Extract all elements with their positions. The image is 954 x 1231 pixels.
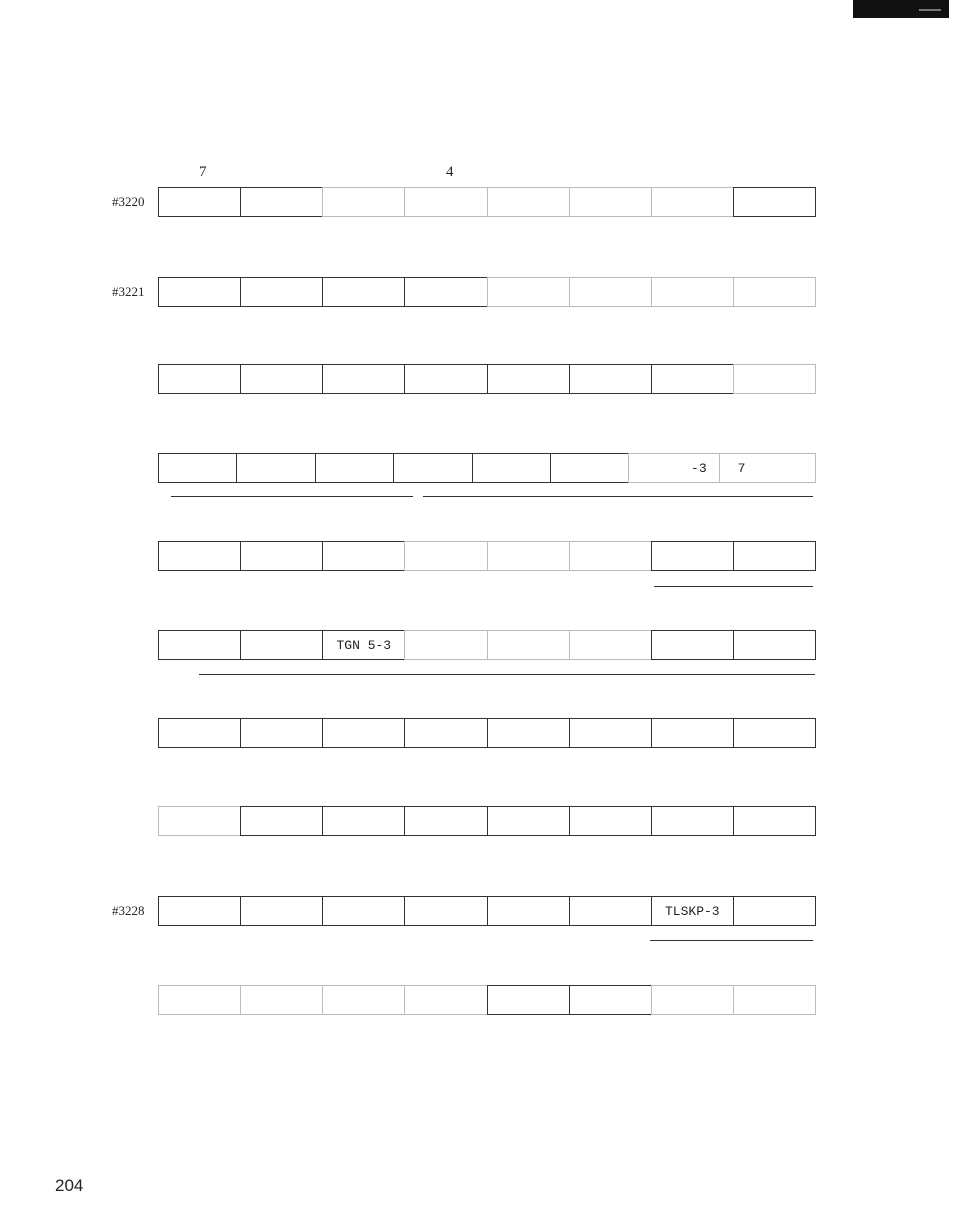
bit-cell-5: [315, 453, 393, 483]
bit-cell-3: [487, 277, 569, 307]
bit-cell-2: [569, 630, 651, 660]
bit-cell-5: [322, 718, 404, 748]
bit-cell-0: [733, 985, 816, 1015]
bit-cell-6: [240, 985, 322, 1015]
bit-cell-6: [240, 277, 322, 307]
bit-cell-3: [487, 541, 569, 571]
bit-cell-2: [569, 896, 651, 926]
bit-cell-2: [569, 364, 651, 394]
bit-cell-1: -3: [628, 453, 718, 483]
bit-cell-7: [158, 453, 236, 483]
bit-cell-6: [240, 806, 322, 836]
bit-cell-3: [487, 187, 569, 217]
register-label-3220: #3220: [112, 194, 145, 209]
bit-cell-4: [404, 541, 486, 571]
register-row-3228: [158, 896, 816, 926]
bit-cell-7: [158, 277, 240, 307]
bit-cell-3: [487, 364, 569, 394]
bit-cell-5-tgn: TGN 5-3: [322, 630, 404, 660]
bit-cell-0: 7: [719, 453, 816, 483]
register-row: [158, 630, 816, 660]
bit-cell-1: [651, 187, 733, 217]
bit-cell-0: [733, 630, 816, 660]
bit-cell-7: [158, 896, 240, 926]
bit-label-4: 4: [446, 164, 454, 180]
register-row: [158, 541, 816, 571]
bit-cell-2: [569, 806, 651, 836]
bit-cell-3: [487, 718, 569, 748]
bit-cell-5: [322, 364, 404, 394]
bit-cell-4: [404, 187, 486, 217]
bit-cell-5: [322, 541, 404, 571]
register-row: [158, 453, 816, 483]
underline: [199, 674, 815, 675]
bit-cell-5: [322, 896, 404, 926]
bit-cell-3: [487, 806, 569, 836]
bit-cell-4: [404, 364, 486, 394]
bit-cell-1: [651, 985, 733, 1015]
bit-cell-6: [236, 453, 314, 483]
bit-cell-0: [733, 896, 816, 926]
bit-cell-7: [158, 985, 240, 1015]
bit-cell-4: [404, 718, 486, 748]
bit-cell-2: [569, 985, 651, 1015]
bit-cell-2: [569, 277, 651, 307]
bit-cell-5: [322, 806, 404, 836]
underline: [423, 496, 813, 497]
underline: [171, 496, 413, 497]
bit-cell-2: [550, 453, 628, 483]
bit-cell-6: [240, 896, 322, 926]
bit-label-7: 7: [199, 164, 207, 180]
register-row: [158, 364, 816, 394]
register-row: [158, 718, 816, 748]
bit-cell-6: [240, 630, 322, 660]
bit-cell-3: [487, 985, 569, 1015]
register-row-3221: [158, 277, 816, 307]
bit-cell-7: [158, 806, 240, 836]
underline: [654, 586, 813, 587]
bit-cell-6: [240, 364, 322, 394]
bit-cell-7: [158, 364, 240, 394]
bit-cell-3: [487, 630, 569, 660]
bit-cell-2: [569, 541, 651, 571]
bit-cell-0: [733, 718, 816, 748]
bit-cell-6: [240, 187, 322, 217]
bit-cell-7: [158, 187, 240, 217]
bit-cell-7: [158, 541, 240, 571]
register-row: [158, 806, 816, 836]
bit-cell-0: [733, 187, 816, 217]
bit-cell-5: [322, 277, 404, 307]
corner-tab-mark: [919, 9, 941, 11]
register-label-3221: #3221: [112, 284, 145, 299]
bit-cell-4: [404, 896, 486, 926]
bit-cell-5: [322, 187, 404, 217]
bit-cell-0: [733, 541, 816, 571]
bit-cell-1: [651, 364, 733, 394]
bit-cell-7: [158, 718, 240, 748]
bit-cell-6: [240, 541, 322, 571]
bit-cell-1: [651, 630, 733, 660]
bit-cell-0: [733, 364, 816, 394]
bit-cell-4: [404, 985, 486, 1015]
underline: [650, 940, 813, 941]
bit-cell-0: [733, 277, 816, 307]
bit-cell-6: [240, 718, 322, 748]
bit-cell-4: [404, 806, 486, 836]
bit-cell-4: [393, 453, 471, 483]
bit-cell-1: [651, 541, 733, 571]
bit-cell-3: [472, 453, 550, 483]
bit-cell-1: [651, 718, 733, 748]
bit-cell-2: [569, 718, 651, 748]
bit-cell-4: [404, 277, 486, 307]
bit-cell-2: [569, 187, 651, 217]
register-row: [158, 985, 816, 1015]
page-number: 204: [55, 1176, 84, 1195]
bit-cell-5: [322, 985, 404, 1015]
bit-cell-7: [158, 630, 240, 660]
bit-cell-4: [404, 630, 486, 660]
register-label-3228: #3228: [112, 903, 145, 918]
bit-cell-1: [651, 806, 733, 836]
bit-cell-1: [651, 277, 733, 307]
corner-tab: [853, 0, 949, 18]
register-row-3220: [158, 187, 816, 217]
bit-cell-3: [487, 896, 569, 926]
bit-cell-0: [733, 806, 816, 836]
bit-cell-1-tlskp: TLSKP-3: [651, 896, 733, 926]
